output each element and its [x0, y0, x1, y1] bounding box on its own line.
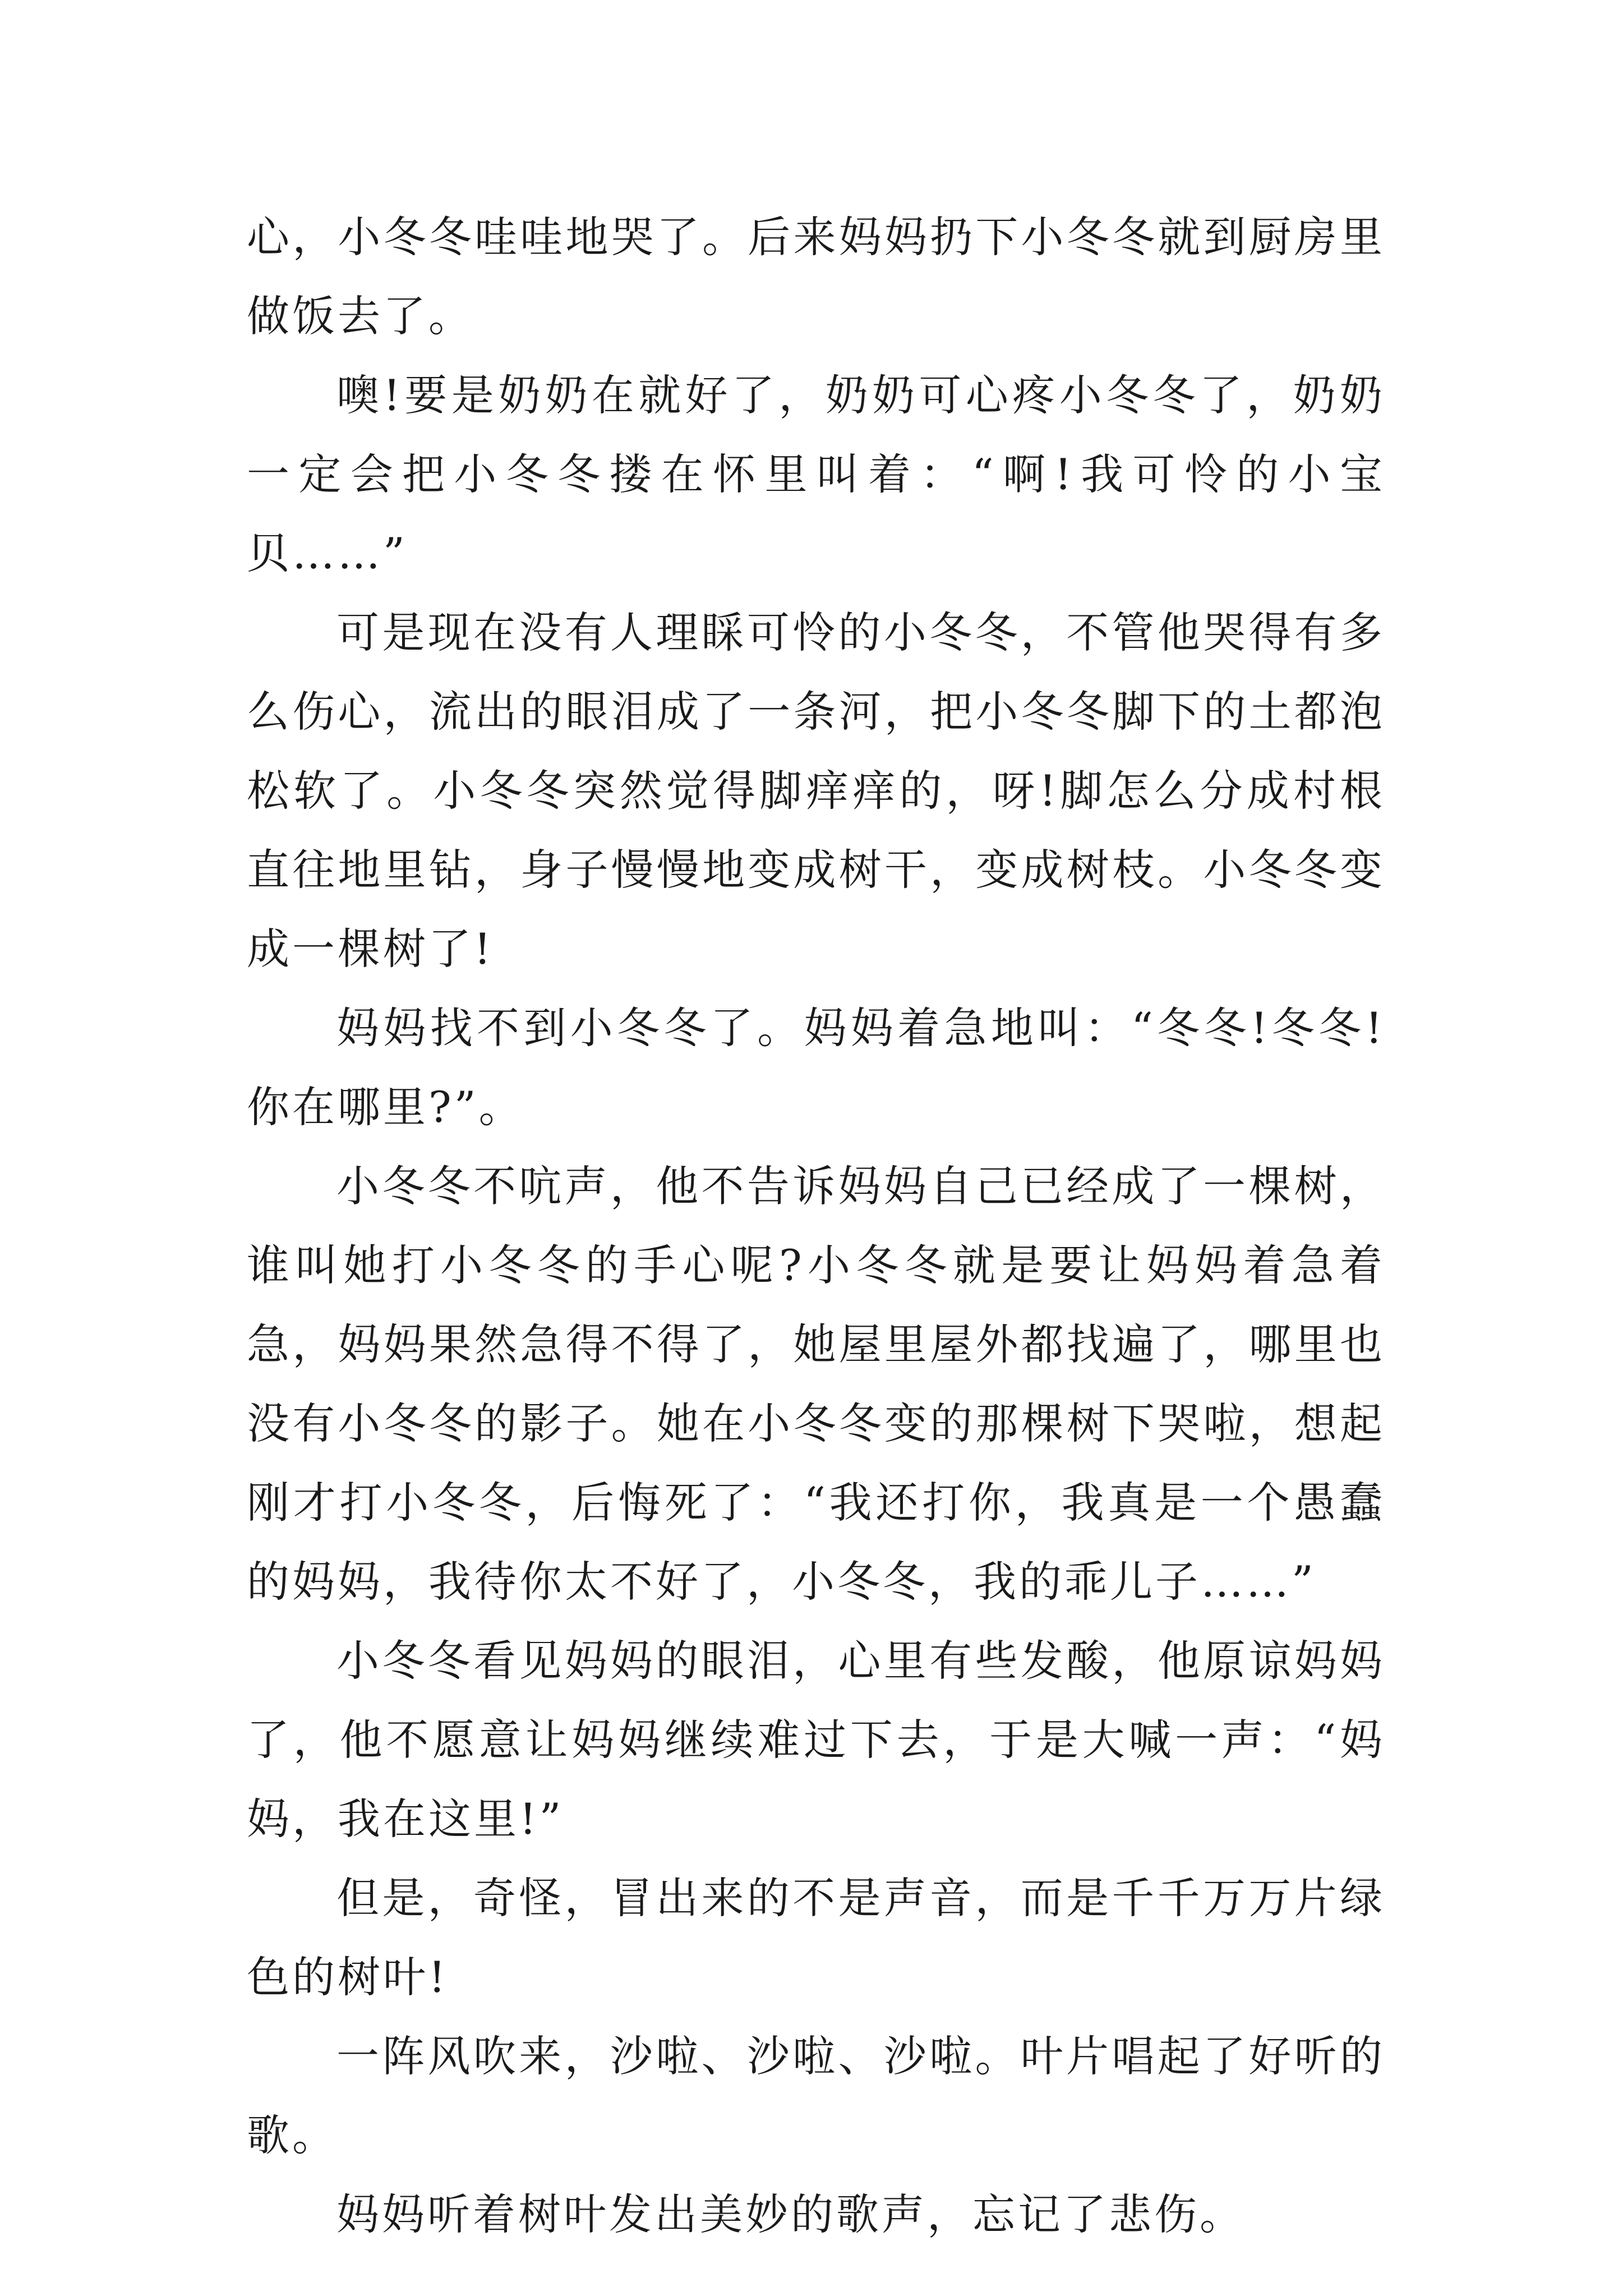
paragraph: 但是，奇怪，冒出来的不是声音，而是千千万万片绿色的树叶!	[247, 1873, 1385, 2002]
paragraph: 小冬冬不吭声，他不告诉妈妈自己已经成了一棵树，谁叫她打小冬冬的手心呢?小冬冬就是要让妈妈着急着急，妈妈果然急得不得了，她屋里屋外都找遍了，哪里也没有小冬冬的影子。她在小冬冬变的那棵树下哭啦，想起刚才打小冬冬，后悔死了：“我还打你，我真是一个愚蠢的妈妈，我待你太不好了，小冬冬，我的乖儿子……”	[247, 1161, 1385, 1607]
paragraph-continuation: 心，小冬冬哇哇地哭了。后来妈妈扔下小冬冬就到厨房里做饭去了。	[247, 212, 1385, 341]
paragraph: 可是现在没有人理睬可怜的小冬冬，不管他哭得有多么伤心，流出的眼泪成了一条河，把小冬冬脚下的土都泡松软了。小冬冬突然觉得脚痒痒的，呀!脚怎么分成村根直往地里钻，身子慢慢地变成树干，变成树枝。小冬冬变成一棵树了!	[247, 608, 1385, 974]
paragraph: 妈妈听着树叶发出美妙的歌声，忘记了悲伤。	[336, 2189, 1245, 2239]
paragraph: 妈妈找不到小冬冬了。妈妈着急地叫：“冬冬!冬冬!你在哪里?”。	[247, 1003, 1385, 1132]
paragraph: 一阵风吹来，沙啦、沙啦、沙啦。叶片唱起了好听的歌。	[247, 2031, 1385, 2160]
paragraph: 小冬冬看见妈妈的眼泪，心里有些发酸，他原谅妈妈了，他不愿意让妈妈继续难过下去，于是大喊一声：“妈妈，我在这里!”	[247, 1636, 1385, 1844]
story-text	[247, 197, 1385, 2254]
paragraph: 噢!要是奶奶在就好了，奶奶可心疼小冬冬了，奶奶一定会把小冬冬搂在怀里叫着：“啊!我可怜的小宝贝……”	[247, 370, 1385, 578]
